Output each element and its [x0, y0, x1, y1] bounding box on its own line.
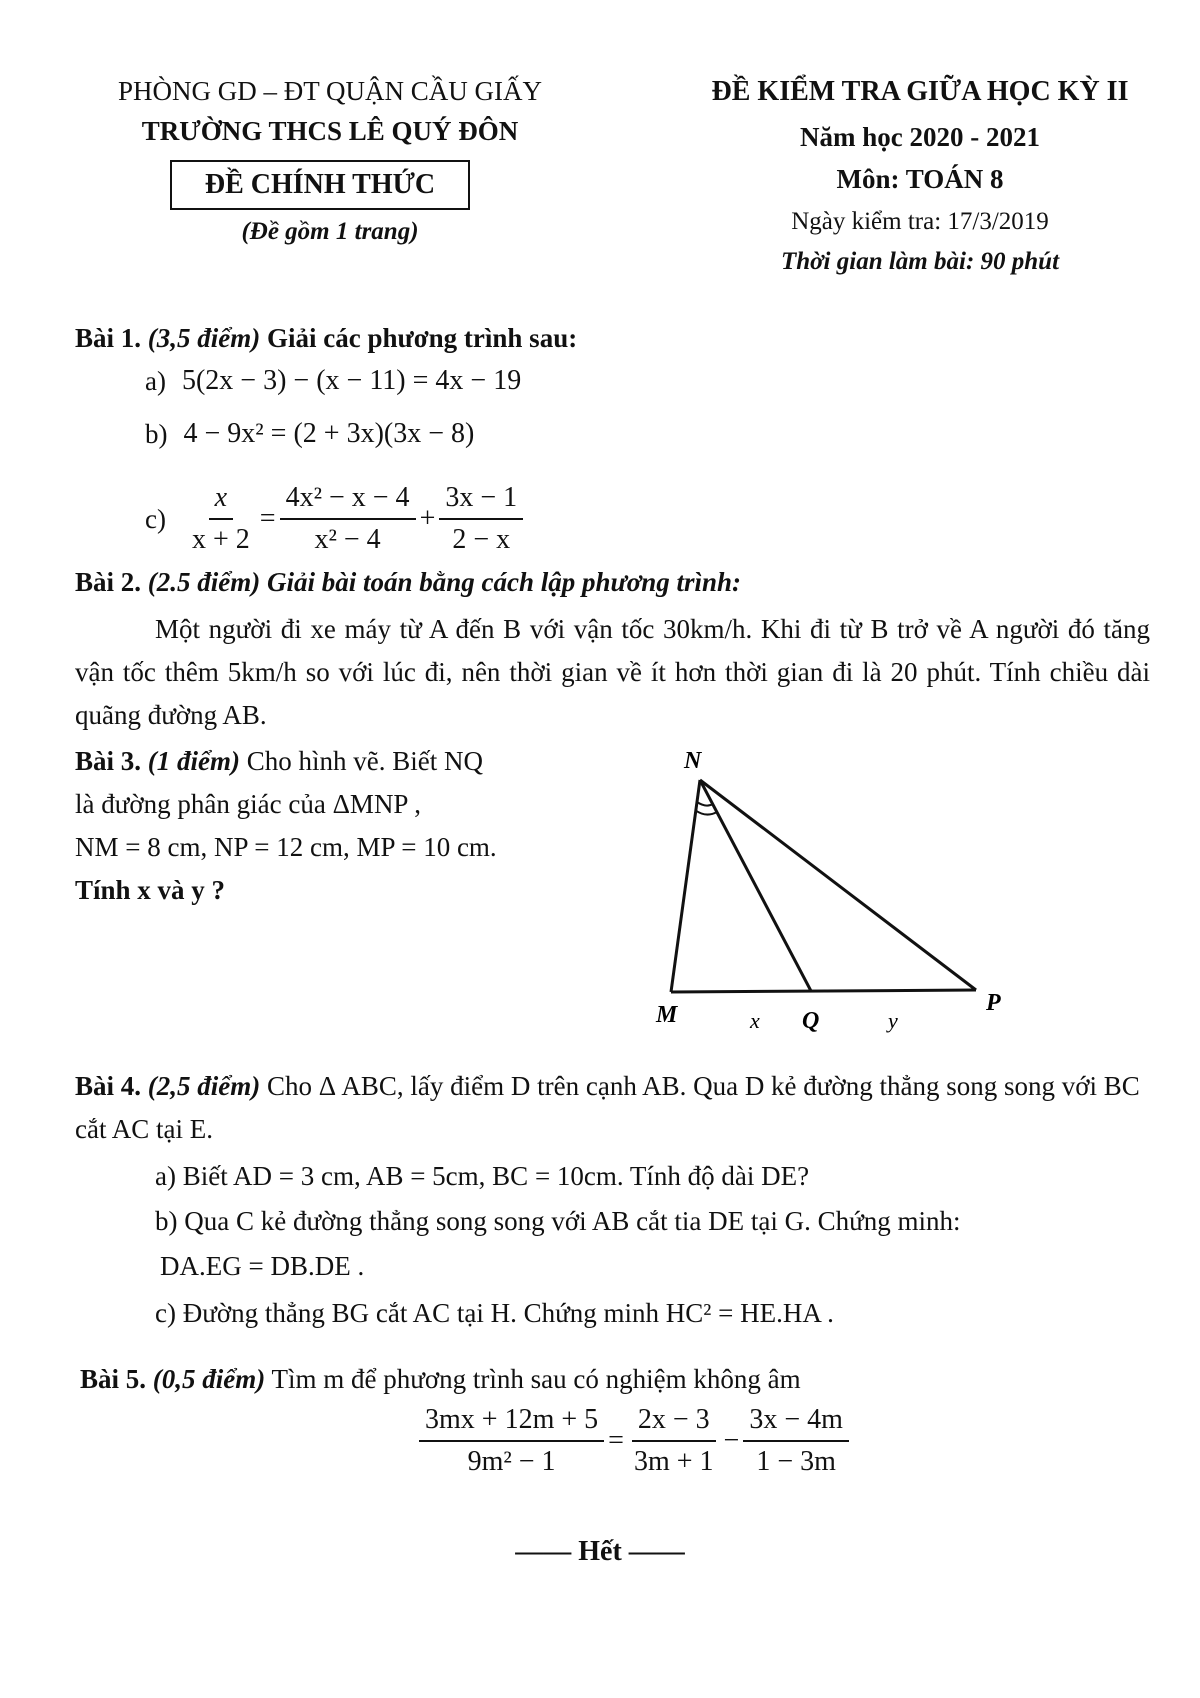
- bai5-points: (0,5 điểm): [152, 1364, 266, 1394]
- bai5-equation: [415, 1402, 853, 1480]
- bai5-heading: [80, 1358, 1150, 1401]
- bai4-title: Bài 4.: [75, 1071, 142, 1101]
- bai4-b1: b) Qua C kẻ đường thẳng song song với AB cắt tia DE tại G. Chứng minh:: [155, 1206, 961, 1236]
- bai1-a: [145, 365, 521, 397]
- department-name: PHÒNG GD – ĐT QUẬN CẦU GIẤY: [118, 76, 542, 106]
- angle-mark-2: [695, 810, 717, 815]
- bai2-text: Một người đi xe máy từ A đến B với vận tốc 30km/h. Khi đi từ B trở về A người đó tăng vận tốc thêm 5km/h so với lúc đi, nên thời gian về ít hơn thời gian đi là 20 phút. Tính chiều dài quãng đường AB.: [75, 614, 1150, 730]
- bai5-fraction-1: [419, 1402, 604, 1480]
- bai2-heading: [75, 562, 1155, 602]
- bai1-prompt: Giải các phương trình sau:: [267, 323, 578, 353]
- segment-np: [700, 780, 976, 990]
- label-p: P: [986, 990, 1001, 1016]
- bai1-c-f3-denominator: 2 − x: [452, 524, 511, 555]
- bai1-c-f1-numerator: x: [209, 480, 233, 520]
- bai3-line1: [75, 740, 615, 783]
- bai1-c-fraction-2: [280, 480, 416, 558]
- subject: Môn: TOÁN 8: [836, 164, 1004, 194]
- bai1-a-equation: 5(2x − 3) − (x − 11) = 4x − 19: [181, 365, 522, 396]
- label-y: y: [888, 1008, 898, 1033]
- duration: Thời gian làm bài: 90 phút: [780, 248, 1060, 275]
- bai5-f1-numerator: 3mx + 12m + 5: [419, 1402, 604, 1442]
- bai1-c-f1-denominator: x + 2: [191, 524, 250, 555]
- bai5-f3-numerator: 3x − 4m: [743, 1402, 849, 1442]
- bai5-f2-denominator: 3m + 1: [633, 1446, 714, 1477]
- bai4-c: c) Đường thẳng BG cắt AC tại H. Chứng minh HC² = HE.HA .: [155, 1298, 834, 1328]
- official-label: ĐỀ CHÍNH THỨC: [170, 160, 470, 210]
- bai5-title: Bài 5.: [80, 1364, 147, 1394]
- label-x: x: [750, 1008, 760, 1033]
- bai5-f3-denominator: 1 − 3m: [756, 1446, 836, 1477]
- label-m: M: [656, 1002, 678, 1028]
- bai4-b2: DA.EG = DB.DE .: [160, 1251, 365, 1281]
- school-year: Năm học 2020 - 2021: [800, 122, 1040, 152]
- school-name: TRƯỜNG THCS LÊ QUÝ ĐÔN: [141, 116, 519, 146]
- triangle-figure: [656, 740, 1020, 1040]
- bai5-f2-numerator: 2x − 3: [632, 1402, 716, 1442]
- bai1-c-f2-numerator: 4x² − x − 4: [280, 480, 416, 520]
- bai2-title: Bài 2.: [75, 567, 142, 597]
- bai4-intro: [75, 1065, 1155, 1151]
- bai3-line1-text: Cho hình vẽ. Biết NQ: [246, 746, 483, 776]
- end-mark: —— Hết ——: [515, 1536, 685, 1567]
- bai4-intro-text: Cho Δ ABC, lấy điểm D trên cạnh AB. Qua D kẻ đường thẳng song song với BC cắt AC tại E.: [75, 1071, 1140, 1144]
- bai1-title: Bài 1.: [75, 323, 142, 353]
- bai1-b-label: b): [145, 418, 168, 449]
- bai1-c-plus: +: [419, 503, 436, 534]
- bai1-c-label: c): [145, 503, 166, 534]
- segment-nm: [671, 780, 700, 992]
- bai1-c: [145, 480, 527, 558]
- exam-date: Ngày kiểm tra: 17/3/2019: [791, 208, 1049, 235]
- exam-title: ĐỀ KIỂM TRA GIỮA HỌC KỲ II: [711, 76, 1129, 107]
- bai3-block: [75, 740, 615, 912]
- bai5-equals: =: [608, 1425, 624, 1456]
- bai4-a: a) Biết AD = 3 cm, AB = 5cm, BC = 10cm. Tính độ dài DE?: [155, 1161, 810, 1191]
- bai3-line2: là đường phân giác của ΔMNP ,: [75, 789, 421, 819]
- bai1-a-label: a): [145, 365, 166, 396]
- bai1-b-equation: 4 − 9x² = (2 + 3x)(3x − 8): [183, 418, 475, 449]
- bai3-line3: NM = 8 cm, NP = 12 cm, MP = 10 cm.: [75, 832, 497, 862]
- bai3-line4: Tính x và y ?: [75, 875, 226, 905]
- bai5-minus: −: [723, 1425, 740, 1456]
- bai1-c-fraction-3: [439, 480, 523, 558]
- bai1-heading: [75, 318, 1155, 358]
- bai2-heading-text: (2.5 điểm) Giải bài toán bằng cách lập phương trình:: [147, 567, 741, 597]
- segment-mp: [671, 990, 976, 992]
- label-n: N: [684, 748, 702, 774]
- label-q: Q: [802, 1008, 820, 1034]
- bai1-c-fraction-1: [186, 480, 256, 558]
- bai5-prompt: Tìm m để phương trình sau có nghiệm không âm: [271, 1364, 801, 1394]
- bai5-f1-denominator: 9m² − 1: [467, 1446, 556, 1477]
- bai4-points: (2,5 điểm): [147, 1071, 261, 1101]
- page-count: (Đề gồm 1 trang): [241, 218, 419, 245]
- bai3-title: Bài 3.: [75, 746, 142, 776]
- bai1-points: (3,5 điểm): [147, 323, 261, 353]
- bai1-c-f3-numerator: 3x − 1: [439, 480, 523, 520]
- bai5-fraction-2: [628, 1402, 720, 1480]
- bai1-c-f2-denominator: x² − 4: [314, 524, 381, 555]
- bai3-points: (1 điểm): [147, 746, 240, 776]
- bai5-fraction-3: [743, 1402, 849, 1480]
- bai1-b: [145, 418, 474, 450]
- bai1-c-equals: =: [259, 503, 276, 534]
